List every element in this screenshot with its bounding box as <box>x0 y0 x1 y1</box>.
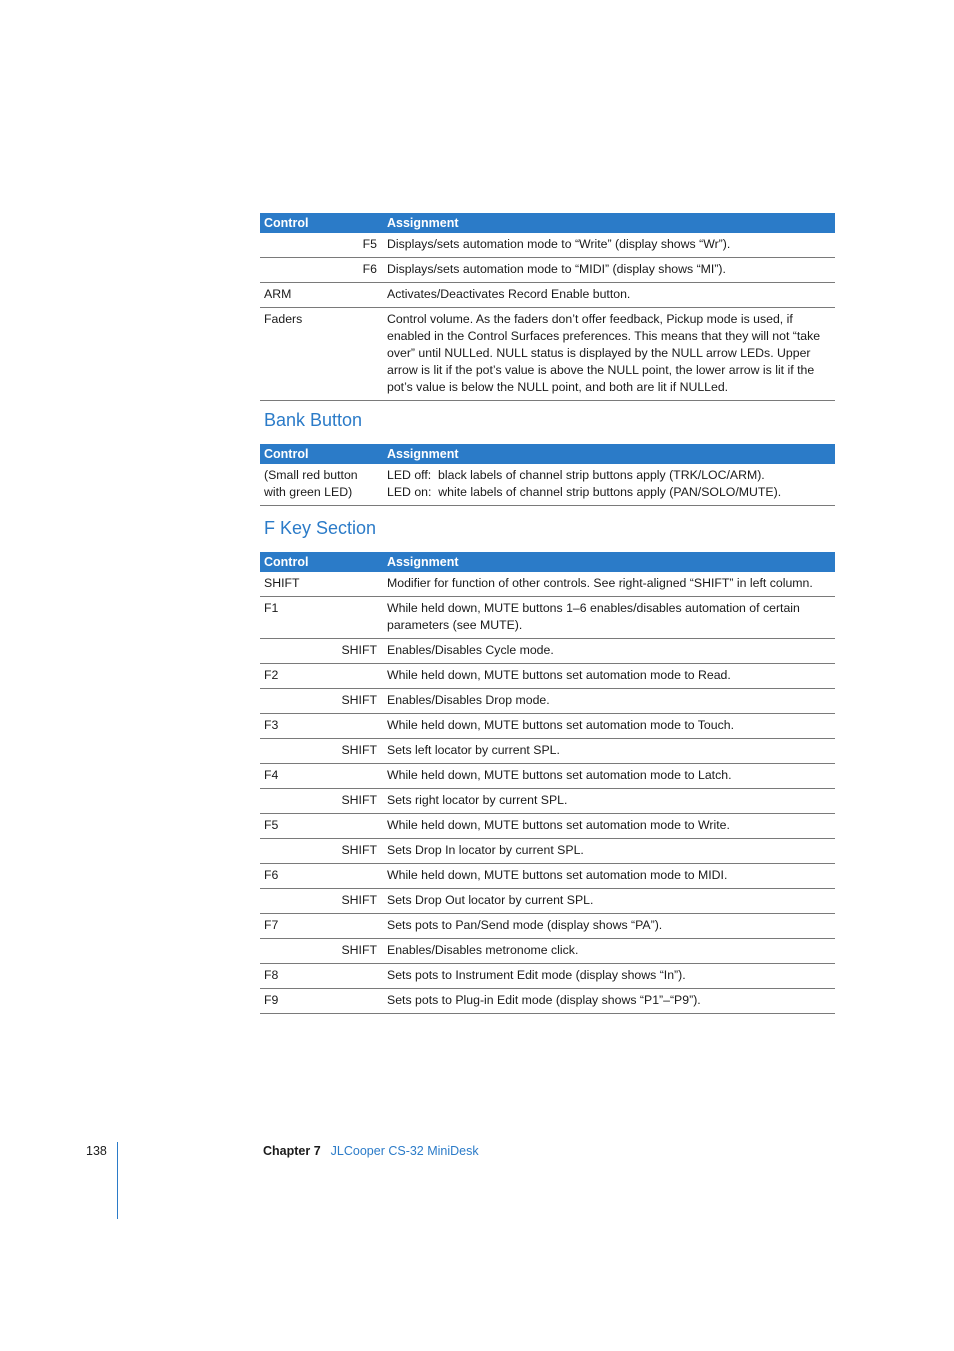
control-cell: F5 <box>260 814 383 839</box>
assignment-cell: Sets Drop In locator by current SPL. <box>383 839 835 864</box>
control-cell: F6 <box>260 258 383 283</box>
assignment-cell: Sets pots to Pan/Send mode (display shows “PA”). <box>383 914 835 939</box>
control-cell: SHIFT <box>260 889 383 914</box>
assignment-cell: Displays/sets automation mode to “Write” (display shows “Wr”). <box>383 233 835 258</box>
f-key-table <box>260 552 835 1014</box>
assignment-cell: While held down, MUTE buttons set automation mode to Latch. <box>383 764 835 789</box>
control-cell: SHIFT <box>260 839 383 864</box>
control-cell: F8 <box>260 964 383 989</box>
assignment-cell: Enables/Disables Drop mode. <box>383 689 835 714</box>
assignment-cell: Modifier for function of other controls. See right-aligned “SHIFT” in left column. <box>383 572 835 597</box>
table-row <box>260 839 835 864</box>
table-row <box>260 233 835 258</box>
table-row <box>260 989 835 1014</box>
header-control: Control <box>260 444 383 464</box>
control-cell: SHIFT <box>260 939 383 964</box>
assignment-line: LED on: white labels of channel strip buttons apply (PAN/SOLO/MUTE). <box>387 485 782 499</box>
control-cell: ARM <box>260 283 383 308</box>
control-cell: F1 <box>260 597 383 639</box>
control-line: with green LED) <box>264 485 353 499</box>
assignment-cell: Enables/Disables Cycle mode. <box>383 639 835 664</box>
table-row <box>260 258 835 283</box>
assignment-cell <box>383 464 835 506</box>
header-assignment: Assignment <box>383 552 835 572</box>
header-control: Control <box>260 552 383 572</box>
table-row <box>260 464 835 506</box>
control-cell: SHIFT <box>260 639 383 664</box>
control-cell: F6 <box>260 864 383 889</box>
table-row <box>260 739 835 764</box>
table-row <box>260 283 835 308</box>
assignment-cell: Sets Drop Out locator by current SPL. <box>383 889 835 914</box>
control-cell: F5 <box>260 233 383 258</box>
assignment-cell: Sets right locator by current SPL. <box>383 789 835 814</box>
assignment-cell: Sets pots to Plug-in Edit mode (display shows “P1”–“P9”). <box>383 989 835 1014</box>
table-body <box>260 233 835 401</box>
assignment-cell: While held down, MUTE buttons set automation mode to Touch. <box>383 714 835 739</box>
assignment-cell: Displays/sets automation mode to “MIDI” (display shows “MI”). <box>383 258 835 283</box>
control-cell: Faders <box>260 308 383 401</box>
header-assignment: Assignment <box>383 444 835 464</box>
table-row <box>260 789 835 814</box>
table-row <box>260 864 835 889</box>
control-cell: SHIFT <box>260 789 383 814</box>
table-row <box>260 939 835 964</box>
control-cell: SHIFT <box>260 689 383 714</box>
assignment-cell: Sets pots to Instrument Edit mode (display shows “In”). <box>383 964 835 989</box>
assignment-cell: Control volume. As the faders don’t offer feedback, Pickup mode is used, if enabled in the Control Surfaces preferences. This means that they will not “take over” until NULLed. NULL status is displayed by the NULL arrow LEDs. Upper arrow is lit if the pot’s value is above the NULL point, the lower arrow is lit if the pot’s value is below the NULL point, and both are lit if NULLed. <box>383 308 835 401</box>
table-row <box>260 714 835 739</box>
table-row <box>260 664 835 689</box>
control-cell: F3 <box>260 714 383 739</box>
control-cell: F9 <box>260 989 383 1014</box>
assignment-line: LED off: black labels of channel strip buttons apply (TRK/LOC/ARM). <box>387 468 765 482</box>
assignment-cell: While held down, MUTE buttons set automation mode to Write. <box>383 814 835 839</box>
assignment-cell: Sets left locator by current SPL. <box>383 739 835 764</box>
chapter-label: Chapter 7 <box>263 1144 321 1158</box>
control-cell: SHIFT <box>260 739 383 764</box>
control-cell: F7 <box>260 914 383 939</box>
table-row <box>260 597 835 639</box>
assignment-cell: Enables/Disables metronome click. <box>383 939 835 964</box>
table-row <box>260 639 835 664</box>
table-header-row <box>260 213 835 233</box>
table-body <box>260 572 835 1014</box>
control-cell <box>260 464 383 506</box>
table-row <box>260 308 835 401</box>
table-row <box>260 914 835 939</box>
table-row <box>260 764 835 789</box>
table-row <box>260 689 835 714</box>
book-title: JLCooper CS-32 MiniDesk <box>330 1144 479 1158</box>
assignment-cell: Activates/Deactivates Record Enable button. <box>383 283 835 308</box>
table-row <box>260 964 835 989</box>
assignment-cell: While held down, MUTE buttons set automation mode to MIDI. <box>383 864 835 889</box>
table-header-row <box>260 444 835 464</box>
header-assignment: Assignment <box>383 213 835 233</box>
footer-divider <box>117 1142 118 1219</box>
table-row <box>260 889 835 914</box>
section-heading-f-key-section: F Key Section <box>264 518 377 538</box>
header-control: Control <box>260 213 383 233</box>
control-cell: SHIFT <box>260 572 383 597</box>
running-footer <box>263 1144 479 1158</box>
page-number: 138 <box>86 1144 107 1158</box>
section-heading-bank-button: Bank Button <box>264 410 363 430</box>
control-cell: F2 <box>260 664 383 689</box>
bank-button-table <box>260 444 835 506</box>
control-line: (Small red button <box>264 468 358 482</box>
table-row <box>260 572 835 597</box>
table-row <box>260 814 835 839</box>
control-cell: F4 <box>260 764 383 789</box>
assignment-cell: While held down, MUTE buttons set automation mode to Read. <box>383 664 835 689</box>
assignment-cell: While held down, MUTE buttons 1–6 enables/disables automation of certain parameters (see MUTE). <box>383 597 835 639</box>
assignments-table-continued <box>260 213 835 401</box>
table-header-row <box>260 552 835 572</box>
